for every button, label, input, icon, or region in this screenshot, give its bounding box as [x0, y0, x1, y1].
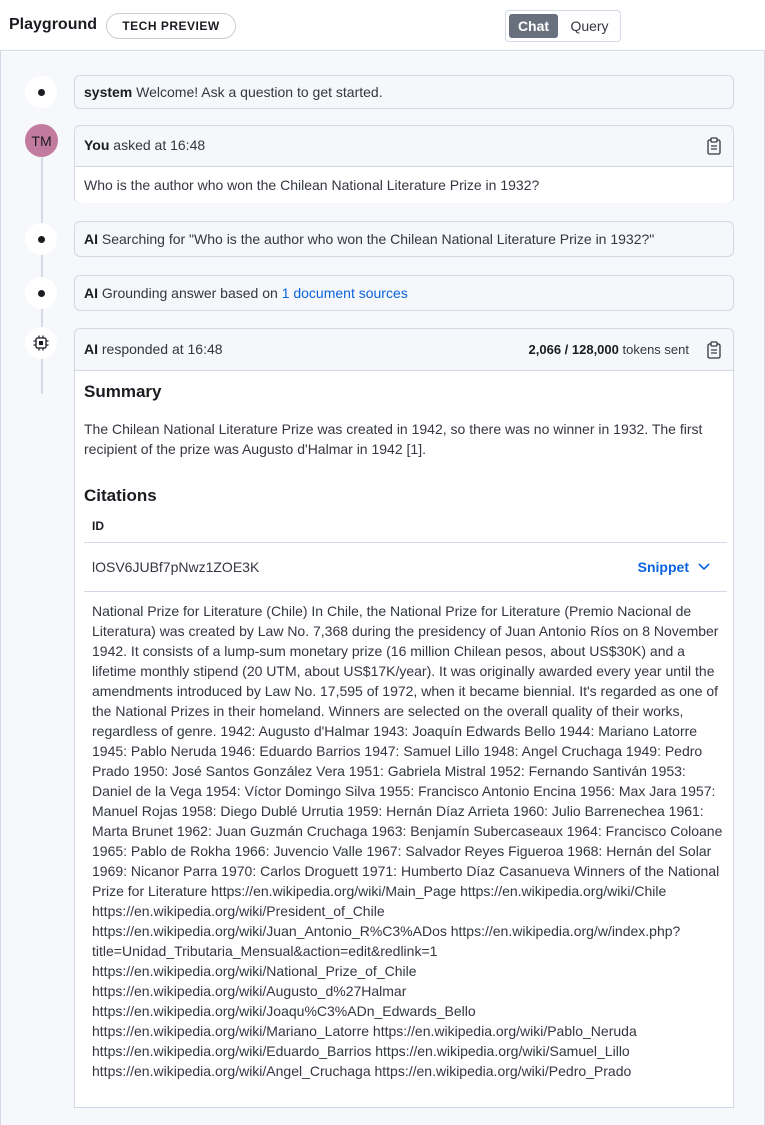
citations-title: Citations	[84, 486, 157, 505]
system-message	[74, 75, 734, 109]
message-text: Welcome! Ask a question to get started.	[136, 84, 383, 100]
chevron-down-icon	[697, 562, 711, 572]
page-title: Playground	[9, 16, 98, 33]
user-message	[74, 125, 734, 203]
citation-row	[84, 542, 727, 592]
message-role: AI	[84, 341, 98, 357]
dot-icon	[38, 236, 45, 243]
dot-icon	[38, 89, 45, 96]
token-count-value: 2,066 / 128,000	[528, 342, 619, 357]
snippet-toggle-button[interactable]	[638, 559, 711, 575]
avatar: TM	[25, 124, 58, 157]
message-text: Who is the author who won the Chilean National Literature Prize in 1932?	[84, 177, 540, 193]
summary-text: The Chilean National Literature Prize was created in 1942, so there was no winner in 1932. The first recipient of the prize was Augusto d'Halmar in 1942 [1].	[84, 421, 703, 457]
copy-clipboard-icon[interactable]	[706, 341, 722, 359]
conversation-area	[1, 52, 764, 1125]
timeline-marker	[25, 76, 57, 108]
timeline-marker	[25, 327, 57, 359]
tech-preview-badge: TECH PREVIEW	[106, 13, 236, 39]
token-count-suffix: tokens sent	[622, 342, 689, 357]
search-status-message	[74, 221, 734, 257]
chat-toggle-button[interactable]: Chat	[509, 14, 558, 38]
message-meta: asked at 16:48	[113, 137, 206, 153]
message-text: Searching for "Who is the author who won the Chilean National Literature Prize in 1932?"	[101, 231, 655, 247]
message-role: system	[84, 84, 133, 100]
message-role: AI	[84, 231, 98, 247]
citations-id-header: ID	[92, 519, 104, 533]
summary-title: Summary	[84, 382, 162, 401]
query-toggle-button[interactable]: Query	[570, 18, 609, 34]
ai-response-body	[75, 370, 733, 1107]
chip-icon	[32, 334, 50, 352]
snippet-toggle-label: Snippet	[637, 559, 689, 575]
timeline-marker	[25, 223, 57, 255]
dot-icon	[38, 290, 45, 297]
message-text: Grounding answer based on	[101, 285, 278, 301]
page-header	[0, 0, 765, 51]
timeline-marker	[25, 277, 57, 309]
mode-toggle	[505, 10, 621, 42]
grounding-status-message	[74, 275, 734, 311]
message-role: You	[84, 137, 110, 153]
citation-id: lOSV6JUBf7pNwz1ZOE3K	[92, 559, 260, 575]
document-sources-link[interactable]: 1 document sources	[281, 285, 408, 301]
message-body	[75, 166, 733, 203]
copy-clipboard-icon[interactable]	[706, 137, 722, 155]
citation-snippet: National Prize for Literature (Chile) In Chile, the National Prize for Literature (Premio Nacional de Literatura) was created by Law No. 7,368 during the presidency of Juan Antonio Ríos on 8 November 1942. It consists of a lump-sum monetary prize (16 million Chilean pesos, about US$30K) and a lifetime monthly stipend (20 UTM, about US$17K/year). It was originally awarded every year until the amendments introduced by Law No. 17,595 of 1972, when it became biennial. It's regarded as one of the National Prizes in their homeland. Winners are selected on the overall quality of their works, regardless of genre. 1942: Augusto d'Halmar 1943: Joaquín Edwards Bello 1944: Mariano Latorre 1945: Pablo Neruda 1946: Eduardo Barrios 1947: Samuel Lillo 1948: Angel Cruchaga 1949: Pedro Prado 1950: José Santos González Vera 1951: Gabriela Mistral 1952: Fernando Santiván 1953: Daniel de la Vega 1954: Víctor Domingo Silva 1955: Francisco Antonio Encina 1956: Max Jara 1957: Manuel Rojas 1958: Diego Dublé Urrutia 1959: Hernán Díaz Arrieta 1960: Julio Barrenechea 1961: Marta Brunet 1962: Juan Guzmán Cruchaga 1963: Benjamín Subercaseaux 1964: Francisco Coloane 1965: Pablo de Rokha 1966: Juvencio Valle 1967: Salvador Reyes Figueroa 1968: Hernán del Solar 1969: Nicanor Parra 1970: Carlos Droguett 1971: Humberto Díaz Casanueva Winners of the National Prize for Literature https://en.wikipedia.org/wiki/Main_Page https://en.wikipedia.org/wiki/Chile https://en.wikipedia.org/wiki/President_of_Chile https://en.wikipedia.org/wiki/Juan_Antonio_R%C3%ADos https://en.wikipedia.org/w/index.php?title=Unidad_Tributaria_Mensual&action=edit&redlink=1 https://en.wikipedia.org/wiki/National_Prize_of_Chile https://en.wikipedia.org/wiki/Augusto_d%27Halmar https://en.wikipedia.org/wiki/Joaqu%C3%ADn_Edwards_Bello https://en.wikipedia.org/wiki/Mariano_Latorre https://en.wikipedia.org/wiki/Pablo_Neruda https://en.wikipedia.org/wiki/Eduardo_Barrios https://en.wikipedia.org/wiki/Samuel_Lillo https://en.wikipedia.org/wiki/Angel_Cruchaga https://en.wikipedia.org/wiki/Pedro_Prado	[92, 603, 723, 1079]
message-role: AI	[84, 285, 98, 301]
token-count	[529, 342, 689, 357]
message-meta: responded at 16:48	[101, 341, 223, 357]
ai-response-message	[74, 328, 734, 1108]
